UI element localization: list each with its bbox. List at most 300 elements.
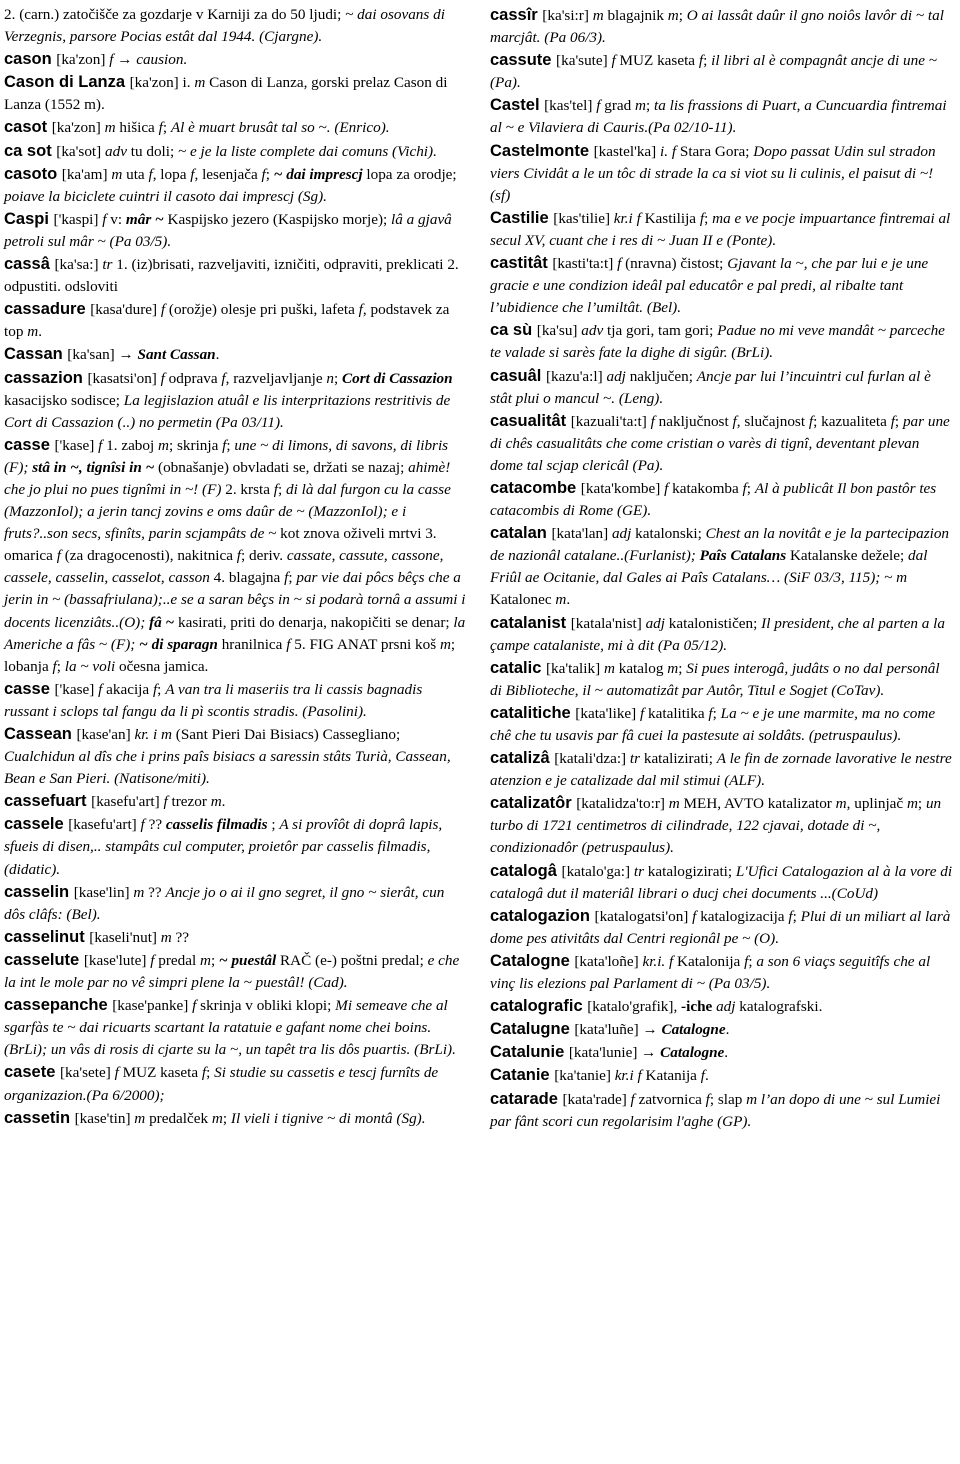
entry-text: [ka'sete]	[59, 1064, 115, 1082]
entry-italic-text: Padue no mi veve mandât ~ parceche te valade si sarès fate la dighe di sigûr. (BrLi).	[490, 322, 945, 362]
dictionary-entry	[490, 702, 954, 747]
entry-text: ; skrinja	[168, 436, 223, 454]
entry-italic-text: f	[192, 997, 197, 1015]
entry-italic-text: f	[596, 97, 601, 115]
entry-italic-text: une ~ di limons, di savons, di libris (F);	[4, 436, 449, 476]
entry-text: zatvornica	[634, 1090, 706, 1108]
dictionary-entry	[4, 926, 468, 949]
entry-text: RAČ (e-) poštni predal;	[276, 951, 428, 969]
entry-phrase: Cort di Cassazion	[342, 369, 453, 387]
entry-text: [kase'tin]	[74, 1109, 135, 1127]
dictionary-entry	[490, 477, 954, 522]
entry-phrase: stâ in ~, tignîsi in ~	[32, 458, 155, 476]
entry-headword: catalografic	[490, 997, 588, 1016]
entry-headword: casselinut	[4, 927, 90, 946]
entry-text: [katali'dza:]	[554, 750, 630, 768]
entry-headword: ca sot	[4, 141, 57, 160]
dictionary-entry	[490, 1041, 954, 1064]
entry-italic-text: m	[194, 74, 206, 92]
dictionary-entry	[490, 792, 954, 859]
dictionary-entry	[4, 434, 468, 678]
entry-italic-text: kr.i f	[613, 209, 641, 227]
entry-italic-text: f	[640, 704, 645, 722]
entry-italic-text: f	[611, 52, 616, 70]
entry-text: [kata'rade]	[562, 1090, 631, 1108]
entry-italic-text: adj	[645, 614, 665, 632]
entry-text: [kaseli'nut]	[89, 928, 161, 946]
entry-italic-text: f	[708, 704, 713, 722]
entry-italic-text: La ~ e je une marmite, ma no come chê che tu usavis par fâ cuei la pastesute ai soldâts. (petruspaulus).	[490, 704, 936, 744]
entry-headword: catalic	[490, 658, 546, 677]
dictionary-entry	[490, 1088, 954, 1133]
entry-italic-text: m	[27, 323, 39, 341]
entry-italic-text: f	[698, 52, 704, 70]
entry-text: ; deriv.	[241, 547, 287, 565]
entry-italic-text: f	[190, 165, 195, 183]
entry-text: Kaspijsko jezero (Kaspijsko morje);	[163, 210, 392, 228]
entry-italic-text: f	[114, 1064, 119, 1082]
entry-text: ??	[144, 883, 166, 901]
entry-text: [ka'san] →	[67, 346, 138, 364]
entry-text: ;	[748, 952, 757, 970]
entry-text: ;	[226, 436, 235, 454]
dictionary-entry	[490, 319, 954, 364]
entry-text: kasirati, priti do denarja, nakopičiti se denar;	[174, 613, 454, 631]
entry-text: (Sant Pieri Dai Bisiacs) Cassegliano;	[172, 726, 401, 743]
entry-text: ;	[792, 907, 801, 925]
entry-headword: casse	[4, 679, 55, 698]
entry-italic-text: f	[236, 547, 242, 565]
entry-text: ;	[703, 52, 712, 70]
entry-italic-text: e che la int le mole par no vê simpri plene la ~ puestâl! (Cad).	[4, 951, 460, 992]
entry-text: [ka'sa:]	[54, 256, 103, 274]
entry-headword: catarade	[490, 1089, 563, 1108]
entry-text: grad	[600, 97, 636, 115]
entry-italic-text: f	[158, 119, 163, 137]
entry-italic-text: f	[140, 816, 145, 834]
entry-italic-text: adj	[611, 525, 632, 543]
entry-italic-text: kr.i f	[614, 1067, 642, 1085]
entry-italic-text: f	[732, 412, 737, 430]
dictionary-entry	[490, 612, 954, 657]
entry-text: 5. FIG ANAT prsni koš	[290, 635, 440, 653]
entry-text: [ka'talik]	[545, 659, 604, 677]
entry-italic-text: kr.i. f	[642, 952, 674, 970]
entry-headword: catacombe	[490, 478, 581, 497]
dictionary-entry	[490, 950, 954, 995]
dictionary-entry	[4, 343, 468, 366]
entry-text: ;	[288, 569, 297, 587]
dictionary-entry	[490, 252, 954, 319]
entry-headword: cassâ	[4, 255, 55, 274]
entry-italic-text: Chest an la novitât e je la partecipazion de nazionâl catalane..(Furlanist);	[490, 525, 950, 565]
entry-headword: Cassean	[4, 725, 77, 743]
entry-italic-text: i. f	[660, 142, 677, 160]
entry-italic-text: n	[326, 369, 334, 387]
entry-text: ;	[894, 412, 903, 430]
entry-italic-text: f	[98, 680, 103, 698]
entry-text: [kata'kombe]	[580, 479, 665, 497]
dictionary-entry	[4, 367, 468, 434]
entry-italic-text: A van tra li maseriis tra li cassis bagnadis russant i sclops tal fangu da li pì scontis stradis. (Pasolini).	[4, 680, 423, 720]
entry-headword: casoto	[4, 164, 62, 183]
entry-text: trezor	[167, 793, 211, 811]
entry-text: ;	[334, 369, 343, 387]
entry-italic-text: Ancje par lui l’incuintri cul furlan al è stât plui o mancul ~. (Leng).	[490, 367, 931, 407]
entry-headword: Catalugne	[490, 1020, 575, 1039]
entry-text: hišica	[115, 119, 159, 137]
entry-text: [kata'lan]	[551, 525, 612, 543]
entry-italic-text: f	[222, 436, 227, 454]
entry-text: [kastel'ka]	[593, 142, 661, 160]
entry-text: ;	[267, 816, 280, 834]
entry-italic-text: m	[603, 659, 615, 677]
entry-text: ;	[157, 680, 166, 698]
entry-text: Katalonija	[673, 952, 745, 970]
entry-text: hranilnica	[217, 635, 287, 653]
entry-text: katalonski;	[631, 525, 706, 543]
entry-italic-text: Mi semeave che al sgarfàs te ~ dai ricuarts scartant la ratatuie e gafant nome chei boins. (BrLi); un vâs di rosis di cjarte su la ~, un tapêt tra lis dôs puartis. (BrLi).	[4, 997, 456, 1059]
entry-headword: cassadure	[4, 300, 91, 319]
entry-italic-text: m	[111, 165, 123, 183]
entry-italic-text: m	[592, 7, 604, 24]
dictionary-entry	[4, 208, 468, 253]
entry-text: [kasefu'art]	[68, 816, 141, 834]
entry-text: Katanija	[641, 1067, 701, 1085]
entry-italic-text: m	[158, 436, 169, 454]
entry-text: ;	[210, 951, 220, 969]
entry-text: 2. (carn.) zatočišče za gozdarje v Karniji za do 50 ljudi;	[4, 6, 346, 23]
entry-phrase: ~ dai imprescj	[273, 165, 363, 183]
entry-italic-text: f	[152, 680, 158, 698]
entry-italic-text: ahimè! che jo plui no pues tignîmi in ~! (F)	[4, 458, 451, 498]
entry-italic-text: f	[664, 479, 669, 497]
entry-italic-text: f	[201, 1064, 207, 1082]
entry-text: očesna jamica.	[115, 657, 209, 675]
dictionary-entry	[490, 1018, 954, 1041]
entry-italic-text: f	[163, 793, 168, 811]
entry-italic-text: f	[52, 657, 57, 675]
entry-text: [kasti'ta:t]	[552, 255, 618, 273]
entry-italic-text: f	[890, 412, 895, 430]
entry-text: ;	[206, 1064, 215, 1082]
entry-headword: casse	[4, 435, 55, 454]
entry-text: ['kase]	[54, 680, 99, 698]
entry-italic-text: f	[744, 952, 749, 970]
entry-text: [katala'nist]	[570, 614, 646, 632]
dictionary-entry	[4, 723, 468, 790]
entry-text: , lesenjača	[194, 165, 262, 183]
entry-text: ;	[222, 1109, 231, 1127]
left-column	[4, 4, 468, 1464]
entry-headword: catalitiche	[490, 703, 576, 722]
dictionary-entry	[490, 4, 954, 49]
entry-text: katakomba	[668, 479, 743, 497]
entry-headword: cassepanche	[4, 996, 113, 1015]
entry-text: [kazu'a:l]	[545, 367, 607, 385]
entry-italic-text: tr	[633, 862, 644, 880]
entry-italic-text: Dopo passat Udin sul stradon viers Cividât a le un tôc di strade la ca si viot su li culinis, el paisut di ~! (sf)	[490, 142, 936, 204]
entry-headword: cassetin	[4, 1108, 75, 1127]
entry-phrase: Sant Cassan	[137, 346, 216, 364]
dictionary-entry	[490, 94, 954, 139]
entry-headword: catalogazion	[490, 906, 595, 925]
dictionary-entry	[490, 905, 954, 950]
entry-phrase: casselis filmadis	[165, 816, 268, 834]
entry-text: .	[566, 591, 571, 609]
entry-text: →	[113, 51, 137, 69]
entry-italic-text: f	[148, 165, 153, 183]
entry-italic-text: L'Ufici Catalogazion al à la vore di catalogâ dut il materiâl librari o ducj chei documents ...(CoUd)	[490, 862, 953, 902]
entry-text: [kase'lin]	[73, 883, 134, 901]
entry-italic-text: f	[160, 369, 165, 387]
entry-italic-text: m	[200, 951, 211, 969]
entry-italic-text: m	[906, 795, 918, 813]
entry-text: , podstavek za top	[4, 301, 450, 341]
entry-italic-text: La legjislazion atuâl e lis interpritazions restritivis de Cort di Cassazion (..) no permetin (Pa 03/11).	[4, 391, 451, 431]
dictionary-entry	[4, 813, 468, 880]
entry-text: [ka'sute]	[556, 52, 612, 70]
entry-italic-text: adj	[606, 367, 626, 385]
entry-text: [kase'lute]	[83, 951, 151, 969]
entry-italic-text: f	[98, 436, 103, 454]
entry-text: ;	[678, 7, 687, 24]
entry-text: katalizirati;	[640, 750, 717, 768]
entry-italic-text: f	[650, 412, 655, 430]
entry-italic-text: f	[788, 907, 793, 925]
dictionary-entry	[4, 48, 468, 71]
dictionary-entry	[490, 207, 954, 252]
entry-text: ; kazualiteta	[813, 412, 891, 430]
entry-text: [katalo'ga:]	[561, 862, 634, 880]
entry-italic-text: m	[835, 795, 847, 813]
entry-headword: casete	[4, 1063, 60, 1082]
entry-text: [kasa'dure]	[90, 301, 161, 319]
entry-headword: cassute	[490, 51, 557, 70]
entry-italic-text: f	[273, 480, 278, 498]
entry-text: [kasatsi'on]	[87, 369, 161, 387]
entry-text: odprava	[164, 369, 222, 387]
entry-italic-text: ~ m	[884, 569, 908, 587]
entry-text: [kata'luñe] →	[574, 1021, 662, 1039]
entry-text: ;	[265, 165, 274, 183]
entry-text: .	[221, 793, 226, 811]
entry-text: 1. (iz)brisati, razveljaviti, izničiti, odpraviti, preklicati 2. odpustiti. odsloviti	[4, 256, 459, 296]
entry-italic-text: Il president, che al parten a la çampe catalaniste, mi à dit (Pa 05/12).	[490, 614, 945, 654]
entry-headword: cassefuart	[4, 792, 92, 811]
entry-text: MUZ kaseta	[615, 52, 699, 70]
dictionary-entry	[4, 1107, 468, 1130]
entry-italic-text: Ancje jo o ai il gno segret, il gno ~ sierât, cun dôs clâfs: (Bel).	[4, 883, 445, 923]
entry-italic-text: O ai lassât daûr il gno noiôs lavôr di ~ tal marcjât. (Pa 06/3).	[490, 7, 944, 47]
entry-text: [kasefu'art]	[91, 793, 164, 811]
entry-text: [ka'sot]	[56, 142, 105, 160]
entry-text: v:	[106, 210, 126, 228]
entry-italic-text: f	[286, 635, 291, 653]
entry-italic-text: tr	[102, 256, 113, 274]
dictionary-entry	[490, 365, 954, 410]
entry-text: ;	[162, 119, 171, 137]
right-column	[490, 4, 954, 1464]
entry-headword: cassazion	[4, 368, 88, 387]
entry-text: Katalanske dežele;	[786, 547, 909, 565]
entry-italic-text: Cualchidun al dîs che i prins paîs bisiacs a saressin stâts Turià, Cassean, Bean e San Pieri. (Natisone/miti).	[4, 748, 451, 788]
entry-italic-text: par une di chês casualitâts che come cristian o varès di tignî, deventant plevan dome tal scjap clericâl (Pa).	[490, 412, 950, 474]
entry-text: [ka'su]	[536, 322, 582, 340]
entry-text: .	[704, 1067, 709, 1085]
entry-text: (obnašanje) obvladati se, držati se nazaj;	[154, 458, 409, 476]
entry-text: [ka'zon]	[56, 51, 110, 69]
entry-phrase: Catalogne	[661, 1021, 726, 1039]
dictionary-entry	[490, 860, 954, 905]
entry-text: naključen;	[625, 367, 697, 385]
entry-headword: catalizatôr	[490, 794, 577, 813]
entry-italic-text: m	[104, 119, 116, 137]
entry-italic-text: kr. i m	[134, 726, 172, 743]
entry-italic-text: poiave la biciclete cuintri il casoto dai imprescj (Sg).	[4, 187, 327, 205]
entry-text: ['kase]	[54, 436, 99, 454]
entry-italic-text: f	[700, 1067, 705, 1085]
entry-text: , slučajnost	[736, 412, 809, 430]
entry-headword: Cassan	[4, 345, 68, 364]
dictionary-entry	[4, 949, 468, 994]
entry-text: [kase'panke]	[112, 997, 193, 1015]
entry-text: .	[38, 323, 42, 341]
entry-italic-text: f	[692, 907, 697, 925]
entry-text: [katalidza'to:r]	[576, 795, 669, 813]
entry-text: Stara Gora;	[676, 142, 754, 160]
entry-italic-text: Gjavant la ~, che par lui e je une gracie e une condizion ideâl pal educatôr e pal predi, al ribalte tant l’ubidience che l’umiltât. (Bel).	[490, 255, 929, 317]
entry-italic-text: causion.	[136, 51, 188, 69]
entry-text: Kastilija	[640, 209, 700, 227]
dictionary-entry	[490, 747, 954, 792]
entry-text: ;	[746, 479, 755, 497]
entry-text: lopa za orodje;	[362, 165, 457, 183]
entry-italic-text: f	[109, 51, 114, 69]
entry-italic-text: m	[134, 1109, 146, 1127]
entry-italic-text: adv	[581, 322, 604, 340]
entry-headword: Cason di Lanza	[4, 73, 130, 92]
entry-text: [ka'si:r]	[542, 7, 593, 24]
entry-headword: casselin	[4, 882, 74, 901]
dictionary-entry	[490, 995, 954, 1018]
entry-headword: Caspi	[4, 209, 54, 228]
entry-text: blagajnik	[603, 7, 668, 24]
entry-italic-text: f	[705, 1090, 710, 1108]
entry-headword: Catanie	[490, 1066, 555, 1085]
entry-text: , uplinjač	[846, 795, 907, 813]
entry-headword: catalanist	[490, 613, 571, 632]
entry-text: ; slap	[709, 1090, 747, 1108]
entry-headword: casot	[4, 118, 52, 137]
entry-italic-text: Si studie su cassetis e tescj furnîts de organizazion.(Pa 6/2000);	[4, 1064, 439, 1104]
entry-phrase: Paîs Catalans	[699, 547, 787, 565]
dictionary-entry	[4, 994, 468, 1061]
entry-text: 4. blagajna	[209, 569, 285, 587]
entry-phrase: ~ puestâl	[219, 951, 277, 969]
dictionary-entry	[490, 49, 954, 94]
entry-headword: Castelmonte	[490, 141, 594, 160]
entry-italic-text: m	[210, 793, 222, 811]
entry-italic-text: par vie dai pôcs bêçs che a jerin in ~ (bassafriulana);..e se a saran bêçs in ~ si podarà tornâ a assumi i docents licenziâts..(O);	[4, 569, 466, 631]
entry-text: [kase'an]	[76, 726, 135, 743]
entry-italic-text: ~ dai osovans di Verzegnis, parsore Pocias estât dal 1944. (Cjargne).	[4, 6, 445, 46]
entry-headword: Catalunie	[490, 1043, 569, 1062]
entry-text: [kata'lunie] →	[568, 1044, 661, 1062]
entry-text: , razveljavljanje	[225, 369, 327, 387]
entry-phrase: mâr ~	[125, 210, 164, 228]
entry-headword: catalogâ	[490, 861, 562, 880]
entry-text: [katalo'grafik],	[587, 998, 682, 1016]
entry-text: ??	[144, 816, 166, 834]
entry-headword: cassîr	[490, 6, 543, 24]
entry-text: predalček	[145, 1109, 212, 1127]
entry-text: MEH, AVTO katalizator	[679, 795, 836, 813]
entry-text: kot znova oživeli mrtvi 3. omarica	[4, 525, 437, 565]
entry-italic-text: l’an dopo di une ~ sul Lumiei par fânt scori cun regolarisim l'aghe (GP).	[490, 1090, 941, 1130]
entry-italic-text: f	[56, 547, 61, 565]
dictionary-entry	[4, 253, 468, 298]
entry-text: , lopa	[152, 165, 191, 183]
entry-text: akacija	[102, 680, 153, 698]
entry-italic-text: Al è muart brusât tal so ~. (Enrico).	[170, 119, 390, 137]
dictionary-entry	[490, 140, 954, 207]
dictionary-entry	[4, 298, 468, 343]
entry-text: ;	[712, 704, 721, 722]
entry-italic-text: m	[667, 659, 679, 677]
dictionary-entry	[4, 881, 468, 926]
entry-italic-text: m	[668, 795, 680, 813]
entry-text: [kas'tilie]	[553, 209, 614, 227]
entry-text: [ka'zon]	[51, 119, 105, 137]
entry-italic-text: Si pues interogâ, judâts o no dal personâl di Biblioteche, il ~ automatizât par Autôr, Titul e Sogjet (CoTav).	[490, 659, 940, 699]
entry-text: [kata'like]	[575, 704, 641, 722]
entry-headword: casselute	[4, 950, 84, 969]
entry-italic-text: tr	[629, 750, 641, 768]
entry-italic-text: m	[667, 7, 679, 24]
entry-headword: catalizâ	[490, 749, 555, 768]
entry-text: ;	[678, 659, 687, 677]
entry-text: ;	[56, 657, 65, 675]
entry-italic-text: m	[555, 591, 567, 609]
entry-text: skrinja v obliki klopi;	[196, 997, 336, 1015]
entry-italic-text: A le fin de zornade lavorative le nestre atenzion e je catalizade dal mil stimui (ALF).	[490, 750, 952, 790]
entry-italic-text: f	[699, 209, 705, 227]
entry-phrase: Catalogne	[660, 1044, 725, 1062]
entry-italic-text: di là dal furgon cu la casse (MazzonIol); a jerin tancj zovins e oms daûr de ~ (MazzonIol); e i fruts?..son secs, sfinîts, parin scjampâts de ~	[4, 480, 451, 543]
entry-italic-text: cassate, cassute, cassone, cassele, casselin, casselot, casson	[4, 547, 444, 587]
entry-italic-text: ma e ve pocje impuartance fintremai al secul XV, cuant che i res di ~ Juan II e (Ponte).	[490, 209, 951, 249]
entry-text: .	[725, 1021, 730, 1039]
entry-headword: casuâl	[490, 366, 546, 385]
entry-text: [ka'zon] i.	[129, 74, 195, 92]
entry-text: predal	[154, 951, 201, 969]
entry-italic-text: f	[284, 569, 289, 587]
entry-italic-text: f	[160, 301, 166, 319]
entry-text: ; lobanja	[4, 635, 456, 675]
entry-headword: Castilie	[490, 208, 554, 227]
entry-italic-text: f	[742, 479, 747, 497]
dictionary-entry	[4, 163, 468, 208]
entry-italic-text: m	[635, 97, 646, 115]
entry-text: [kazuali'ta:t]	[570, 412, 651, 430]
entry-italic-text: f	[630, 1090, 635, 1108]
entry-text: naključnost	[654, 412, 733, 430]
entry-italic-text: A si provîôt di doprâ lapis, sfueis di disen,.. stampâts cul computer, proietôr par casselis filmadis, (didatic).	[4, 816, 443, 878]
entry-text: [katalogatsi'on]	[594, 907, 693, 925]
entry-italic-text: un turbo di 1721 centimetros di cilindrade, 122 cjavai, dotade di ~, condizionadôr (petruspaulus).	[490, 795, 942, 857]
entry-text: (za dragocenosti), nakitnica	[60, 547, 237, 565]
